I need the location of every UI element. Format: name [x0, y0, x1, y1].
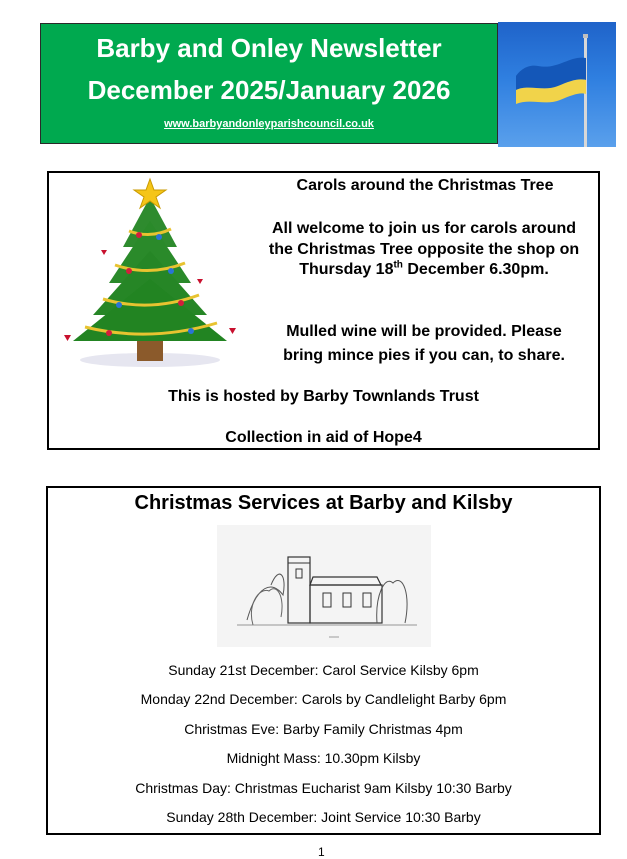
welcome-text-part2: December 6.30pm.	[402, 261, 549, 278]
services-list	[48, 656, 599, 832]
service-item: Christmas Eve: Barby Family Christmas 4pm	[184, 720, 463, 737]
collection-text: Collection in aid of Hope4	[225, 429, 422, 446]
ukraine-flag-image	[498, 22, 616, 147]
service-item: Midnight Mass: 10.30pm Kilsby	[226, 750, 421, 767]
page-number: 1	[318, 845, 325, 859]
carols-title: Carols around the Christmas Tree	[296, 177, 554, 194]
mulled-wine-text	[259, 320, 589, 368]
mulled-wine-line2: bring mince pies if you can, to share.	[283, 347, 565, 364]
service-item: Monday 22nd December: Carols by Candlelight Barby 6pm	[140, 691, 507, 708]
service-item: Sunday 21st December: Carol Service Kilsby 6pm	[168, 662, 479, 678]
newsletter-header	[40, 23, 498, 144]
carols-welcome-text	[259, 219, 589, 281]
welcome-text-part1: All welcome to join us for carols around the Christmas Tree opposite the shop on Thursday 18	[268, 220, 580, 278]
ordinal-suffix: th	[393, 259, 403, 271]
service-item: Christmas Day: Christmas Eucharist 9am Kilsby 10:30 Barby	[135, 779, 512, 796]
services-title: Christmas Services at Barby and Kilsby	[134, 492, 513, 514]
newsletter-title: Barby and Onley Newsletter	[96, 33, 442, 63]
website-link[interactable]: www.barbyandonleyparishcouncil.co.uk	[164, 118, 374, 130]
church-sketch-icon	[217, 525, 431, 647]
carols-notice	[47, 171, 600, 450]
service-item: Sunday 28th December: Joint Service 10:30 Barby	[166, 808, 481, 825]
ukraine-flag-icon	[498, 22, 616, 147]
christmas-tree-image	[59, 175, 241, 367]
church-sketch-image	[217, 525, 431, 647]
christmas-tree-icon	[59, 175, 241, 367]
hosted-by-text: This is hosted by Barby Townlands Trust	[168, 388, 479, 405]
newsletter-issue-date: December 2025/January 2026	[87, 75, 451, 105]
christmas-services-notice	[46, 486, 601, 835]
mulled-wine-line1: Mulled wine will be provided. Please	[286, 323, 562, 340]
